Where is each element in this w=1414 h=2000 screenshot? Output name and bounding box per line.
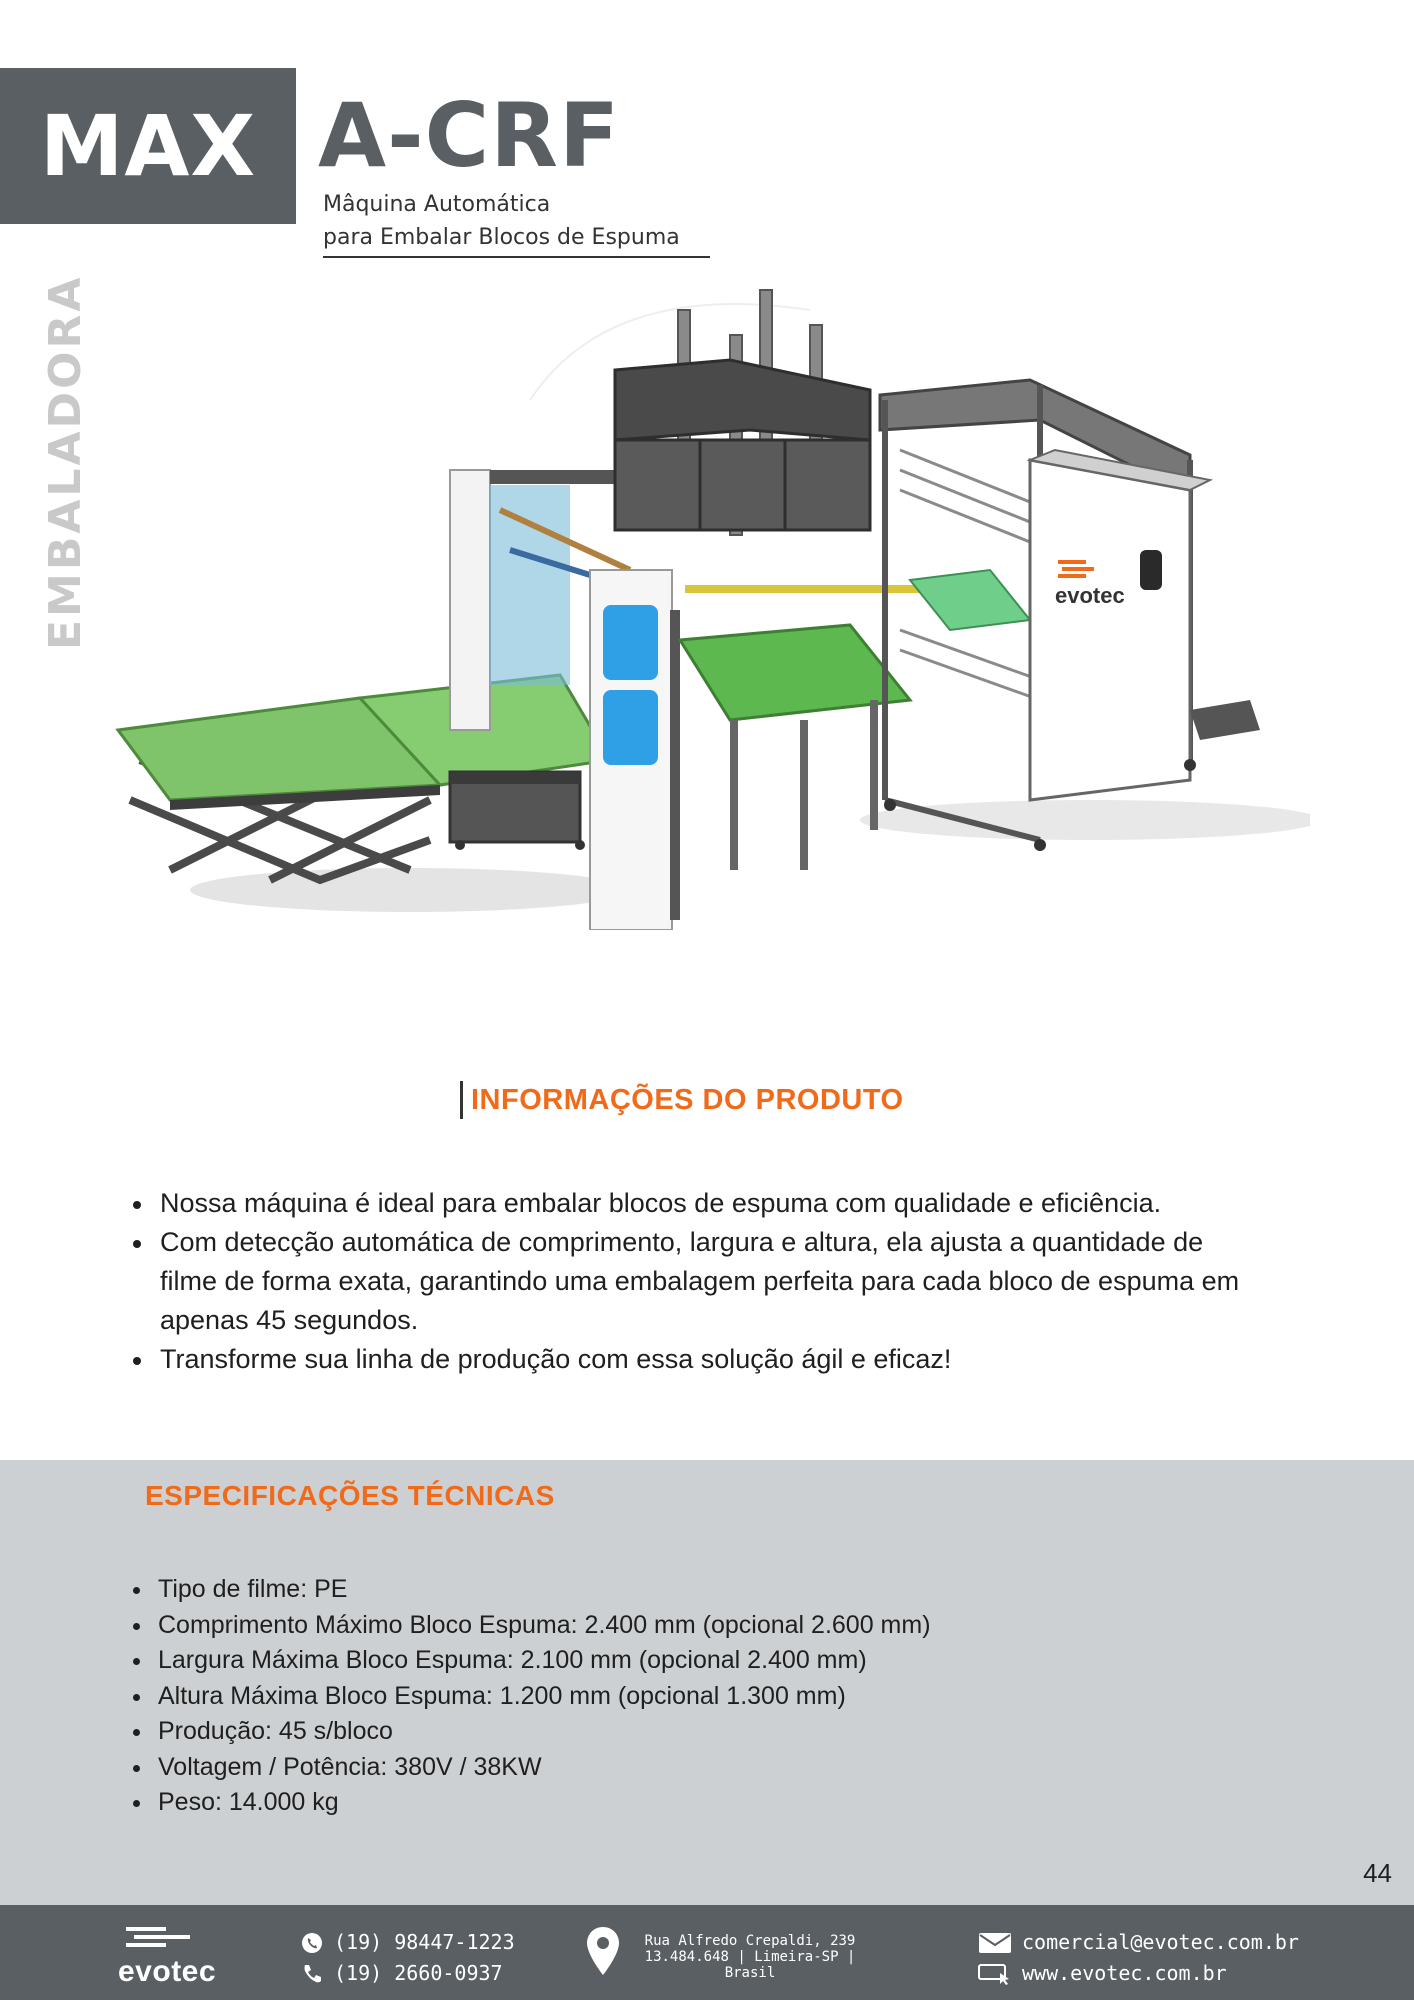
spec-item: Peso: 14.000 kg <box>158 1785 931 1821</box>
footer-website[interactable]: www.evotec.com.br <box>1022 1961 1227 1985</box>
subtitle-line-1: Mâquina Automática <box>323 192 551 217</box>
spec-item: Tipo de filme: PE <box>158 1572 931 1608</box>
heading-bar <box>460 1081 463 1119</box>
footer-address <box>625 1933 875 1981</box>
footer-phones <box>300 1927 515 1989</box>
category-label: EMBALADORA <box>40 274 91 650</box>
brand-box <box>0 68 296 224</box>
machine-logo-text: evotec <box>1055 583 1125 608</box>
info-list <box>160 1184 1310 1379</box>
web-icon <box>978 1963 1012 1985</box>
footer <box>0 1905 1414 2000</box>
footer-mobile[interactable]: (19) 98447-1223 <box>334 1930 515 1954</box>
info-bullet: Transforme sua linha de produção com essa solução ágil e eficaz! <box>160 1340 1310 1379</box>
info-bullet: Nossa máquina é ideal para embalar blocos de espuma com qualidade e eficiência. <box>160 1184 1310 1223</box>
page-number: 44 <box>1363 1858 1392 1888</box>
info-bullet: Com detecção automática de comprimento, largura e altura, ela ajusta a quantidade de filme de forma exata, garantindo uma embalagem perfeita para cada bloco de espuma em apenas 45 segundos. <box>160 1223 1240 1340</box>
spec-item: Altura Máxima Bloco Espuma: 1.200 mm (opcional 1.300 mm) <box>158 1679 931 1715</box>
footer-landline[interactable]: (19) 2660-0937 <box>334 1961 503 1985</box>
brand-box-text: MAX <box>39 97 257 195</box>
spec-item: Voltagem / Potência: 380V / 38KW <box>158 1750 931 1786</box>
footer-website-row[interactable] <box>978 1958 1299 1989</box>
model-title: A-CRF <box>318 84 621 187</box>
info-heading <box>460 1078 904 1122</box>
spec-item: Largura Máxima Bloco Espuma: 2.100 mm (opcional 2.400 mm) <box>158 1643 931 1679</box>
address-line-1: Rua Alfredo Crepaldi, 239 <box>644 1933 856 1949</box>
spec-item: Produção: 45 s/bloco <box>158 1714 931 1750</box>
model-subtitle <box>323 188 710 258</box>
footer-logo-text: evotec <box>118 1955 217 1988</box>
spec-item: Comprimento Máximo Bloco Espuma: 2.400 mm (opcional 2.600 mm) <box>158 1608 931 1644</box>
footer-email-row[interactable] <box>978 1927 1299 1958</box>
address-line-2: 13.484.648 | Limeira-SP | <box>644 1949 856 1965</box>
footer-logo <box>116 1923 236 1987</box>
footer-landline-row[interactable] <box>300 1958 515 1989</box>
mail-icon <box>978 1932 1012 1954</box>
specs-heading: ESPECIFICAÇÕES TÉCNICAS <box>145 1480 555 1511</box>
subtitle-line-2: para Embalar Blocos de Espuma <box>323 225 680 250</box>
evotec-logo-icon <box>116 1923 206 1953</box>
machine-illustration <box>110 280 1310 930</box>
footer-mobile-row[interactable] <box>300 1927 515 1958</box>
footer-contact <box>978 1927 1299 1989</box>
footer-email[interactable]: comercial@evotec.com.br <box>1022 1930 1299 1954</box>
location-pin-icon <box>585 1925 621 1977</box>
specs-list <box>158 1572 931 1821</box>
info-heading-text: INFORMAÇÕES DO PRODUTO <box>471 1083 904 1116</box>
address-line-3: Brasil <box>724 1965 776 1981</box>
phone-icon <box>300 1962 324 1986</box>
whatsapp-icon <box>300 1931 324 1955</box>
